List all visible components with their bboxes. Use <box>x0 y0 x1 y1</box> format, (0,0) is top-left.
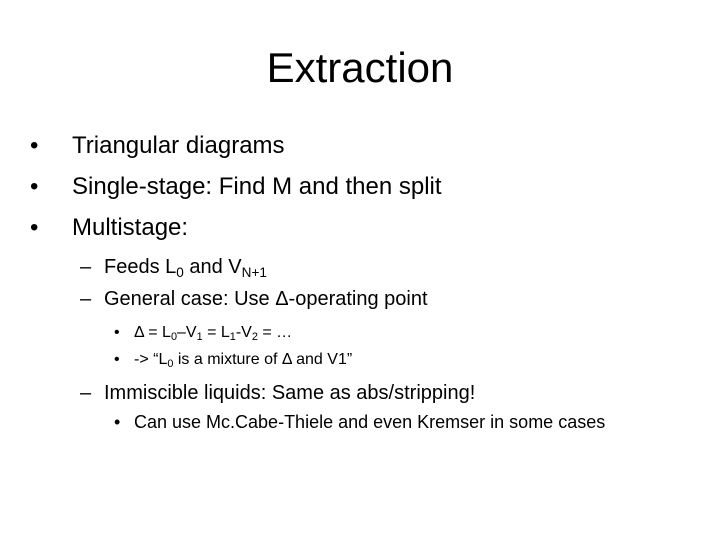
bullet-marker: • <box>30 132 39 159</box>
mixture-text: -> “$L_0$ is a mixture of Δ and V1” <box>134 351 353 371</box>
bullet-text: Single-stage: Find M and then split <box>72 173 442 200</box>
bullet-marker: • <box>30 214 39 241</box>
delta-equation: $\Delta = L_0-V_1 = L_1-V_2$ = … <box>134 324 293 344</box>
dash-marker: – <box>80 256 92 278</box>
sub-bullet-marker: • <box>114 351 120 368</box>
bullet-text: Triangular diagrams <box>72 132 285 159</box>
sub-bullet-marker: • <box>114 412 121 432</box>
mccabe-text: Can use Mc.Cabe-Thiele and even Kremser in some cases <box>134 412 606 432</box>
slide-title: Extraction <box>266 44 454 91</box>
general-case-text: General case: Use Δ-operating point <box>104 288 428 310</box>
sub-bullet-marker: • <box>114 324 120 341</box>
feeds-text: Feeds $L_0$ and $V_{N+1}$ <box>104 256 267 280</box>
immiscible-text: Immiscible liquids: Same as abs/stripping! <box>104 382 476 404</box>
dash-marker: – <box>80 382 92 404</box>
bullet-text: Multistage: <box>72 214 189 241</box>
dash-marker: – <box>80 288 92 310</box>
bullet-marker: • <box>30 173 39 200</box>
